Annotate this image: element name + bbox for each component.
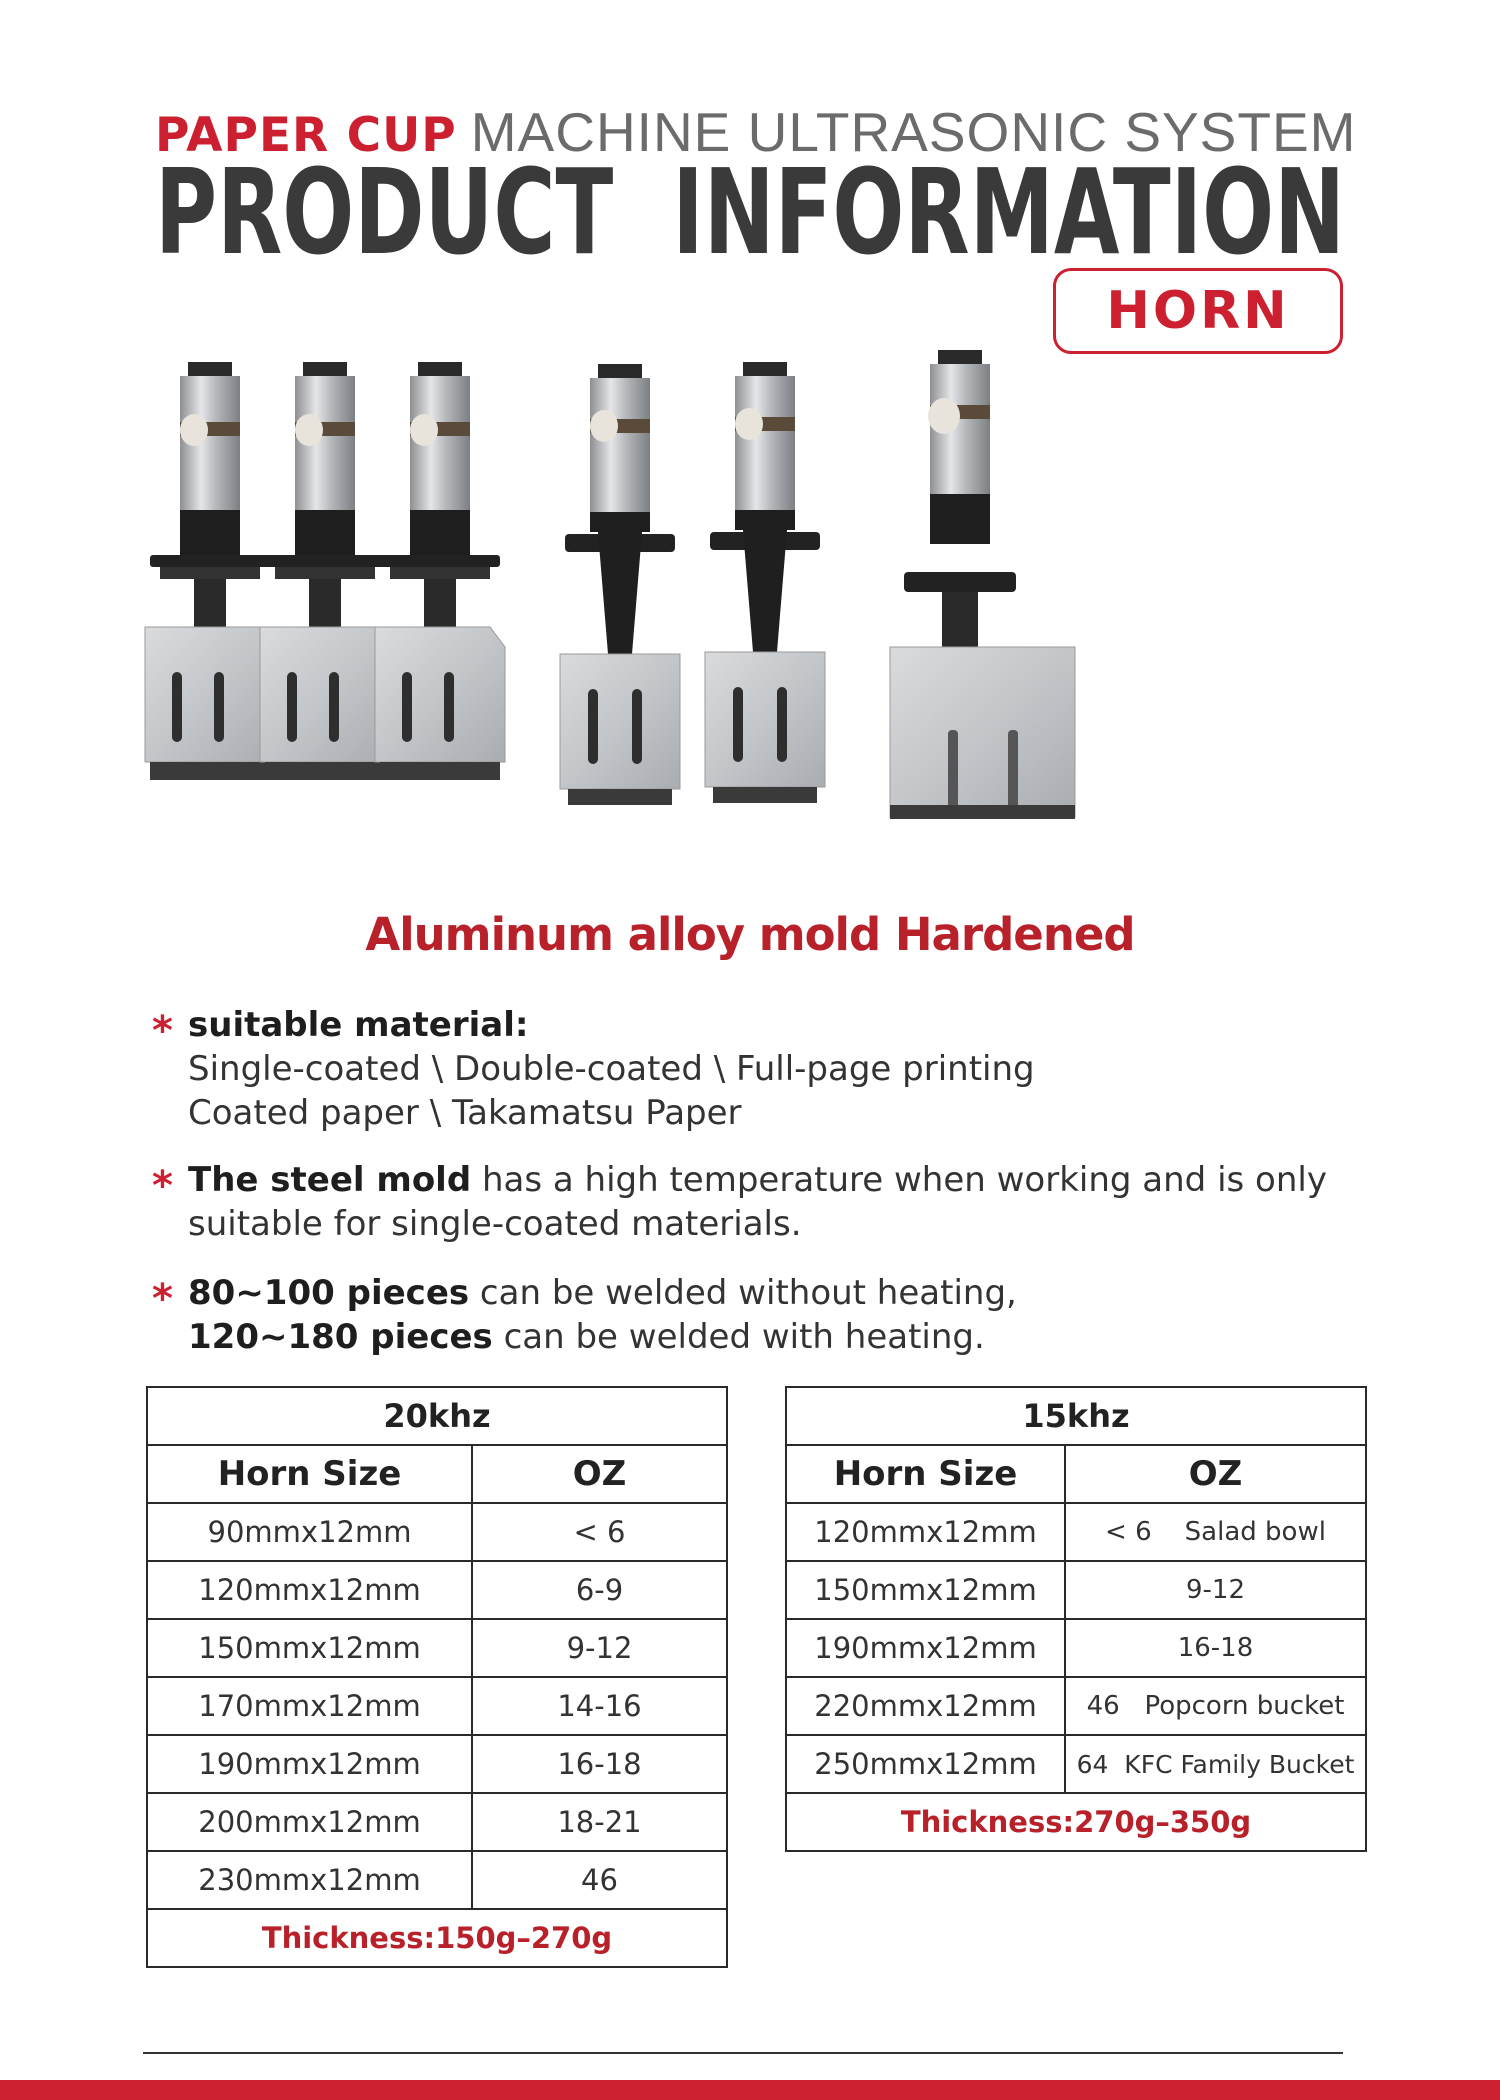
horn-size-cell: 190mmx12mm [786,1619,1065,1677]
table-row [147,1735,727,1793]
asterisk-icon: * [152,1008,173,1054]
table-row [786,1619,1366,1677]
header-system-name: MACHINE ULTRASONIC SYSTEM [470,101,1357,163]
header-product-information [155,155,1355,267]
table-15khz-title: 15khz [786,1387,1366,1445]
oz-cell: < 6 [472,1503,727,1561]
col-oz: OZ [472,1445,727,1503]
oz-cell: 16-18 [472,1735,727,1793]
horn-badge: HORN [1053,268,1343,354]
steel-mold-text: has a high temperature when working and is only [471,1160,1327,1200]
oz-cell: 46 Popcorn bucket [1065,1677,1366,1735]
thickness-15khz: Thickness:270g–350g [786,1793,1366,1851]
horn-size-cell: 90mmx12mm [147,1503,472,1561]
table-row [786,1735,1366,1793]
table-row [147,1677,727,1735]
asterisk-icon: * [152,1163,173,1209]
bullet-steel-mold [152,1158,1352,1250]
col-oz: OZ [1065,1445,1366,1503]
oz-cell: 9-12 [472,1619,727,1677]
table-row [147,1503,727,1561]
horn-size-cell: 250mmx12mm [786,1735,1065,1793]
oz-cell: 14-16 [472,1677,727,1735]
material-subtitle: Aluminum alloy mold Hardened [365,908,1135,961]
thickness-20khz: Thickness:150g–270g [147,1909,727,1967]
col-horn-size: Horn Size [147,1445,472,1503]
pieces-with-heating-label: 120~180 pieces [188,1317,493,1357]
pieces-with-heating-text: can be welded with heating. [492,1317,985,1357]
horn-size-cell: 150mmx12mm [786,1561,1065,1619]
table-row [147,1619,727,1677]
horn-size-cell: 190mmx12mm [147,1735,472,1793]
horn-size-cell: 220mmx12mm [786,1677,1065,1735]
horn-size-cell: 120mmx12mm [786,1503,1065,1561]
material-line-2: Coated paper \ Takamatsu Paper [188,1093,742,1133]
pieces-without-heating-text: can be welded without heating, [469,1273,1017,1313]
oz-cell: < 6 Salad bowl [1065,1503,1366,1561]
oz-cell: 46 [472,1851,727,1909]
steel-mold-label: The steel mold [188,1160,472,1200]
material-line-1: Single-coated \ Double-coated \ Full-page printing [188,1049,1035,1089]
table-row [786,1561,1366,1619]
product-photos [130,350,1130,860]
oz-cell: 18-21 [472,1793,727,1851]
horn-size-cell: 120mmx12mm [147,1561,472,1619]
table-20khz [146,1386,728,1968]
table-row [147,1561,727,1619]
table-20khz-title: 20khz [147,1387,727,1445]
footer-divider [143,2052,1343,2054]
steel-mold-text-2: suitable for single-coated materials. [188,1204,802,1244]
bullet-pieces [152,1271,1352,1363]
pieces-without-heating-label: 80~100 pieces [188,1273,470,1313]
horn-size-cell: 170mmx12mm [147,1677,472,1735]
table-15khz [785,1386,1367,1852]
oz-cell: 16-18 [1065,1619,1366,1677]
footer-bar [0,2080,1500,2100]
horn-size-cell: 200mmx12mm [147,1793,472,1851]
oz-cell: 9-12 [1065,1561,1366,1619]
suitable-material-label: suitable material: [188,1005,529,1045]
asterisk-icon: * [152,1276,173,1322]
horn-size-cell: 230mmx12mm [147,1851,472,1909]
oz-cell: 64 KFC Family Bucket [1065,1735,1366,1793]
table-row [786,1677,1366,1735]
table-row [786,1503,1366,1561]
horn-size-cell: 150mmx12mm [147,1619,472,1677]
bullet-suitable-material [152,1003,1352,1143]
table-row [147,1793,727,1851]
header-paper-cup: PAPER CUP [155,108,457,163]
product-information-title: PRODUCT INFORMATION [155,155,1345,267]
oz-cell: 6-9 [472,1561,727,1619]
table-row [147,1851,727,1909]
col-horn-size: Horn Size [786,1445,1065,1503]
